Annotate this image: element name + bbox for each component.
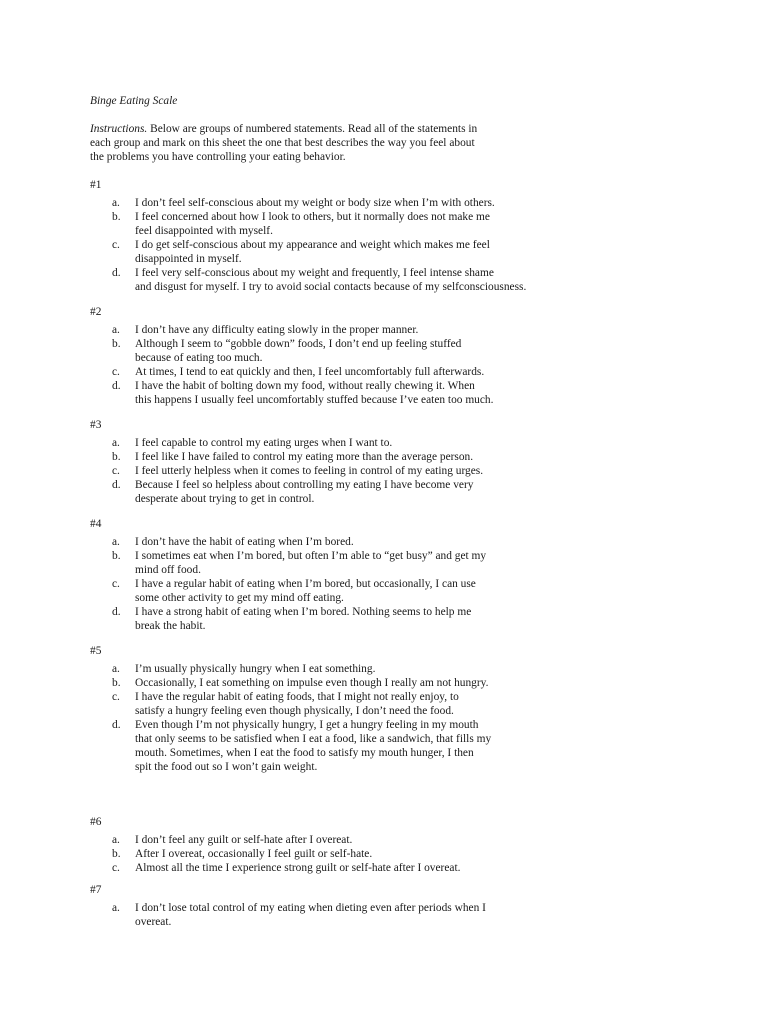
option-text: I don’t feel any guilt or self-hate after I overeat. [135, 834, 353, 846]
instructions-line: each group and mark on this sheet the one that best describes the way you feel about [90, 137, 475, 149]
option-text: I don’t feel self-conscious about my weight or body size when I’m with others. [135, 197, 495, 209]
option-text: I don’t have any difficulty eating slowly in the proper manner. [135, 324, 419, 336]
option-item[interactable] [90, 690, 560, 718]
question-group-1 [90, 178, 560, 294]
option-letter: c. [112, 366, 120, 378]
option-item[interactable] [90, 464, 560, 478]
option-item[interactable] [90, 323, 560, 337]
option-item[interactable] [90, 450, 560, 464]
option-item[interactable] [90, 861, 560, 875]
option-letter: a. [112, 197, 120, 209]
option-item[interactable] [90, 196, 560, 210]
option-text: overeat. [135, 916, 172, 928]
option-item[interactable] [90, 676, 560, 690]
option-text: I feel very self-conscious about my weight and frequently, I feel intense shame [135, 267, 494, 279]
option-item[interactable] [90, 238, 560, 266]
option-text: Occasionally, I eat something on impulse even though I really am not hungry. [135, 677, 489, 689]
option-letter: b. [112, 451, 121, 463]
question-group-2 [90, 305, 560, 407]
instructions-line [90, 122, 510, 136]
option-text: mouth. Sometimes, when I eat the food to satisfy my mouth hunger, I then [135, 747, 474, 759]
option-letter: c. [112, 578, 120, 590]
question-group-7 [90, 883, 560, 929]
option-letter: a. [112, 663, 120, 675]
option-letter: a. [112, 536, 120, 548]
option-letter: c. [112, 465, 120, 477]
option-text: satisfy a hungry feeling even though physically, I don’t need the food. [135, 705, 454, 717]
option-text: I do get self-conscious about my appearance and weight which makes me feel [135, 239, 490, 251]
option-text: I don’t have the habit of eating when I’m bored. [135, 536, 354, 548]
option-item[interactable] [90, 365, 560, 379]
option-item[interactable] [90, 210, 560, 238]
question-group-5 [90, 644, 560, 774]
option-text: Almost all the time I experience strong guilt or self-hate after I overeat. [135, 862, 461, 874]
question-number: #1 [90, 179, 102, 191]
option-text: I feel utterly helpless when it comes to feeling in control of my eating urges. [135, 465, 484, 477]
option-text: some other activity to get my mind off eating. [135, 592, 344, 604]
option-letter: c. [112, 239, 120, 251]
option-item[interactable] [90, 901, 560, 929]
option-letter: b. [112, 677, 121, 689]
question-number: #5 [90, 645, 102, 657]
option-letter: c. [112, 691, 120, 703]
option-letter: a. [112, 834, 120, 846]
option-letter: a. [112, 902, 120, 914]
option-letter: d. [112, 267, 121, 279]
option-text: and disgust for myself. I try to avoid social contacts because of my selfconsciousness. [135, 281, 527, 293]
option-text: I have a strong habit of eating when I’m bored. Nothing seems to help me [135, 606, 472, 618]
option-text: At times, I tend to eat quickly and then, I feel uncomfortably full afterwards. [135, 366, 485, 378]
option-item[interactable] [90, 535, 560, 549]
option-letter: d. [112, 606, 121, 618]
question-number: #3 [90, 419, 102, 431]
option-letter: d. [112, 380, 121, 392]
option-text: I have a regular habit of eating when I’m bored, but occasionally, I can use [135, 578, 476, 590]
question-group-4 [90, 517, 560, 633]
option-text: I have the regular habit of eating foods, that I might not really enjoy, to [135, 691, 459, 703]
option-item[interactable] [90, 833, 560, 847]
option-text: I feel concerned about how I look to others, but it normally does not make me [135, 211, 490, 223]
option-letter: b. [112, 550, 121, 562]
option-text: disappointed in myself. [135, 253, 242, 265]
option-text: I have the habit of bolting down my food, without really chewing it. When [135, 380, 475, 392]
option-text: Even though I’m not physically hungry, I get a hungry feeling in my mouth [135, 719, 479, 731]
option-letter: d. [112, 719, 121, 731]
option-item[interactable] [90, 337, 560, 365]
option-item[interactable] [90, 605, 560, 633]
option-text: Although I seem to “gobble down” foods, I don’t end up feeling stuffed [135, 338, 462, 350]
option-item[interactable] [90, 847, 560, 861]
option-item[interactable] [90, 549, 560, 577]
question-number: #2 [90, 306, 102, 318]
option-text: I don’t lose total control of my eating when dieting even after periods when I [135, 902, 486, 914]
option-item[interactable] [90, 436, 560, 450]
option-text: After I overeat, occasionally I feel guilt or self-hate. [135, 848, 373, 860]
option-letter: a. [112, 437, 120, 449]
option-text: that only seems to be satisfied when I eat a food, like a sandwich, that fills my [135, 733, 492, 745]
option-letter: c. [112, 862, 120, 874]
option-text: I’m usually physically hungry when I eat something. [135, 663, 376, 675]
option-item[interactable] [90, 718, 560, 774]
option-text: this happens I usually feel uncomfortably stuffed because I’ve eaten too much. [135, 394, 494, 406]
option-text: I feel capable to control my eating urges when I want to. [135, 437, 393, 449]
option-text: spit the food out so I won’t gain weight. [135, 761, 318, 773]
option-letter: b. [112, 338, 121, 350]
instructions-text: Below are groups of numbered statements. Read all of the statements in [150, 123, 478, 135]
instructions-line: the problems you have controlling your eating behavior. [90, 151, 346, 163]
option-text: I sometimes eat when I’m bored, but often I’m able to “get busy” and get my [135, 550, 487, 562]
option-text: desperate about trying to get in control. [135, 493, 315, 505]
option-item[interactable] [90, 379, 560, 407]
option-text: break the habit. [135, 620, 206, 632]
option-text: mind off food. [135, 564, 201, 576]
option-letter: d. [112, 479, 121, 491]
question-number: #4 [90, 518, 102, 530]
instructions-paragraph [90, 122, 510, 164]
option-text: because of eating too much. [135, 352, 263, 364]
option-item[interactable] [90, 577, 560, 605]
option-item[interactable] [90, 478, 560, 506]
question-group-3 [90, 418, 560, 506]
option-letter: b. [112, 848, 121, 860]
option-item[interactable] [90, 266, 560, 294]
option-text: Because I feel so helpless about controlling my eating I have become very [135, 479, 474, 491]
option-text: feel disappointed with myself. [135, 225, 273, 237]
question-number: #7 [90, 884, 102, 896]
option-letter: b. [112, 211, 121, 223]
option-letter: a. [112, 324, 120, 336]
option-text: I feel like I have failed to control my eating more than the average person. [135, 451, 474, 463]
instructions-label: Instructions. [90, 123, 148, 135]
question-group-6 [90, 815, 560, 875]
document-title: Binge Eating Scale [90, 95, 178, 107]
option-item[interactable] [90, 662, 560, 676]
question-number: #6 [90, 816, 102, 828]
